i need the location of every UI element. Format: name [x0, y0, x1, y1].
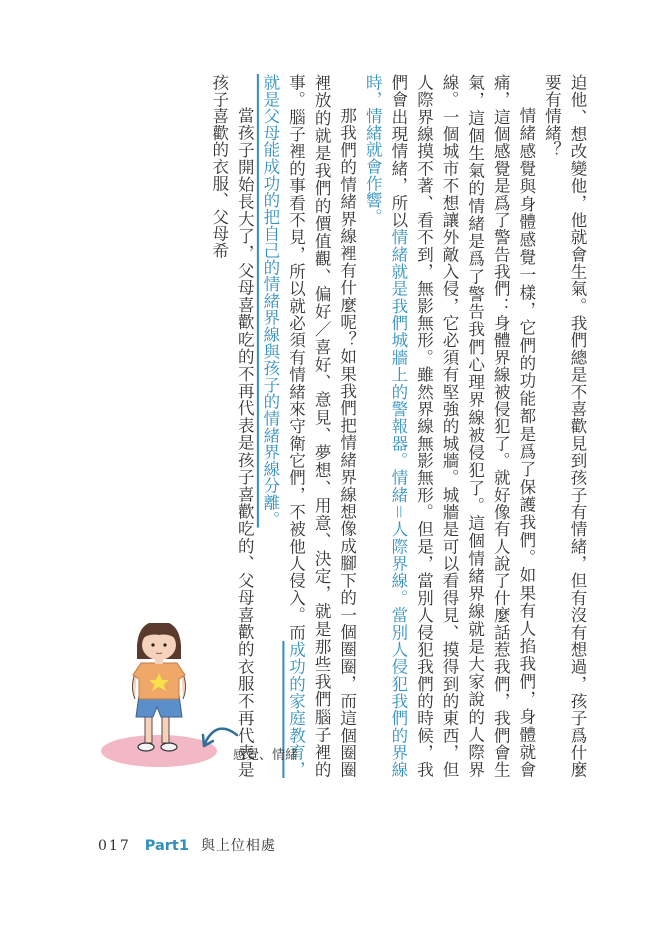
paragraph-3-text: 那我們的情緒界線裡有什麼呢？如果我們把情緒界線想像成腳下的一個圈圈，而這個圈圈裡放的就是我們的價值觀、偏好／喜好、意見、夢想、用意、決定，就是那些我們腦子裡的事。腦子裡的事看不見，所以就必須有情緒來守衛它們，不被他人侵入。而	[286, 74, 357, 778]
page-number: 017	[98, 838, 131, 854]
arrow-icon	[205, 729, 237, 743]
boundary-circle	[101, 735, 217, 767]
paragraph-2	[360, 74, 539, 778]
paragraph-4-text: 當孩子開始長大了，父母喜歡吃的不再代表是孩子喜歡吃的、父母喜歡的衣服不再代表是孩子喜歡的衣服、父母希	[209, 74, 255, 778]
page-footer	[98, 835, 276, 855]
paragraph-2-text: 情緒感覺與身體感覺一樣，它們的功能都是爲了保護我們。如果有人掐我們，身體就會痛，這個感覺是爲了警告我們：身體界線被侵犯了。就好像有人說了什麼話惹我們，我們會生氣，這個生氣的情緒是爲了警告我們心理界線被侵犯了。這個情緒界線就是大家說的人際界線。一個城市不想讓外敵入侵，它必須有堅強的城牆。城牆是可以看得見、摸得到的東西，但人際界線摸不著、看不到，無影無形。雖然界線無影無形。但是，當別人侵犯我們的時候，我們會出現情緒，所以	[388, 74, 536, 778]
girl-drawing	[99, 623, 359, 783]
part-label: Part1	[144, 838, 189, 854]
highlight-alarm: 情緒就是我們城牆上的警報器。情緒＝人際界線。當別人侵犯我們的界線時，情緒就會作響。	[363, 74, 408, 778]
highlight-family-education: 成功的家庭教育，就是父母能成功的把自己的情緒界線與孩子的情緒界線分離。	[260, 74, 306, 778]
chapter-title: 與上位相處	[200, 838, 276, 854]
girl-illustration	[99, 623, 359, 783]
figure-caption: 感覺、情緒	[233, 748, 299, 763]
paragraph-1	[539, 74, 590, 778]
paragraph-1-text: 迫他、想改變他，他就會生氣。我們總是不喜歡見到孩子有情緒，但有沒有想過，孩子爲什麼要有情緒？	[542, 74, 587, 778]
